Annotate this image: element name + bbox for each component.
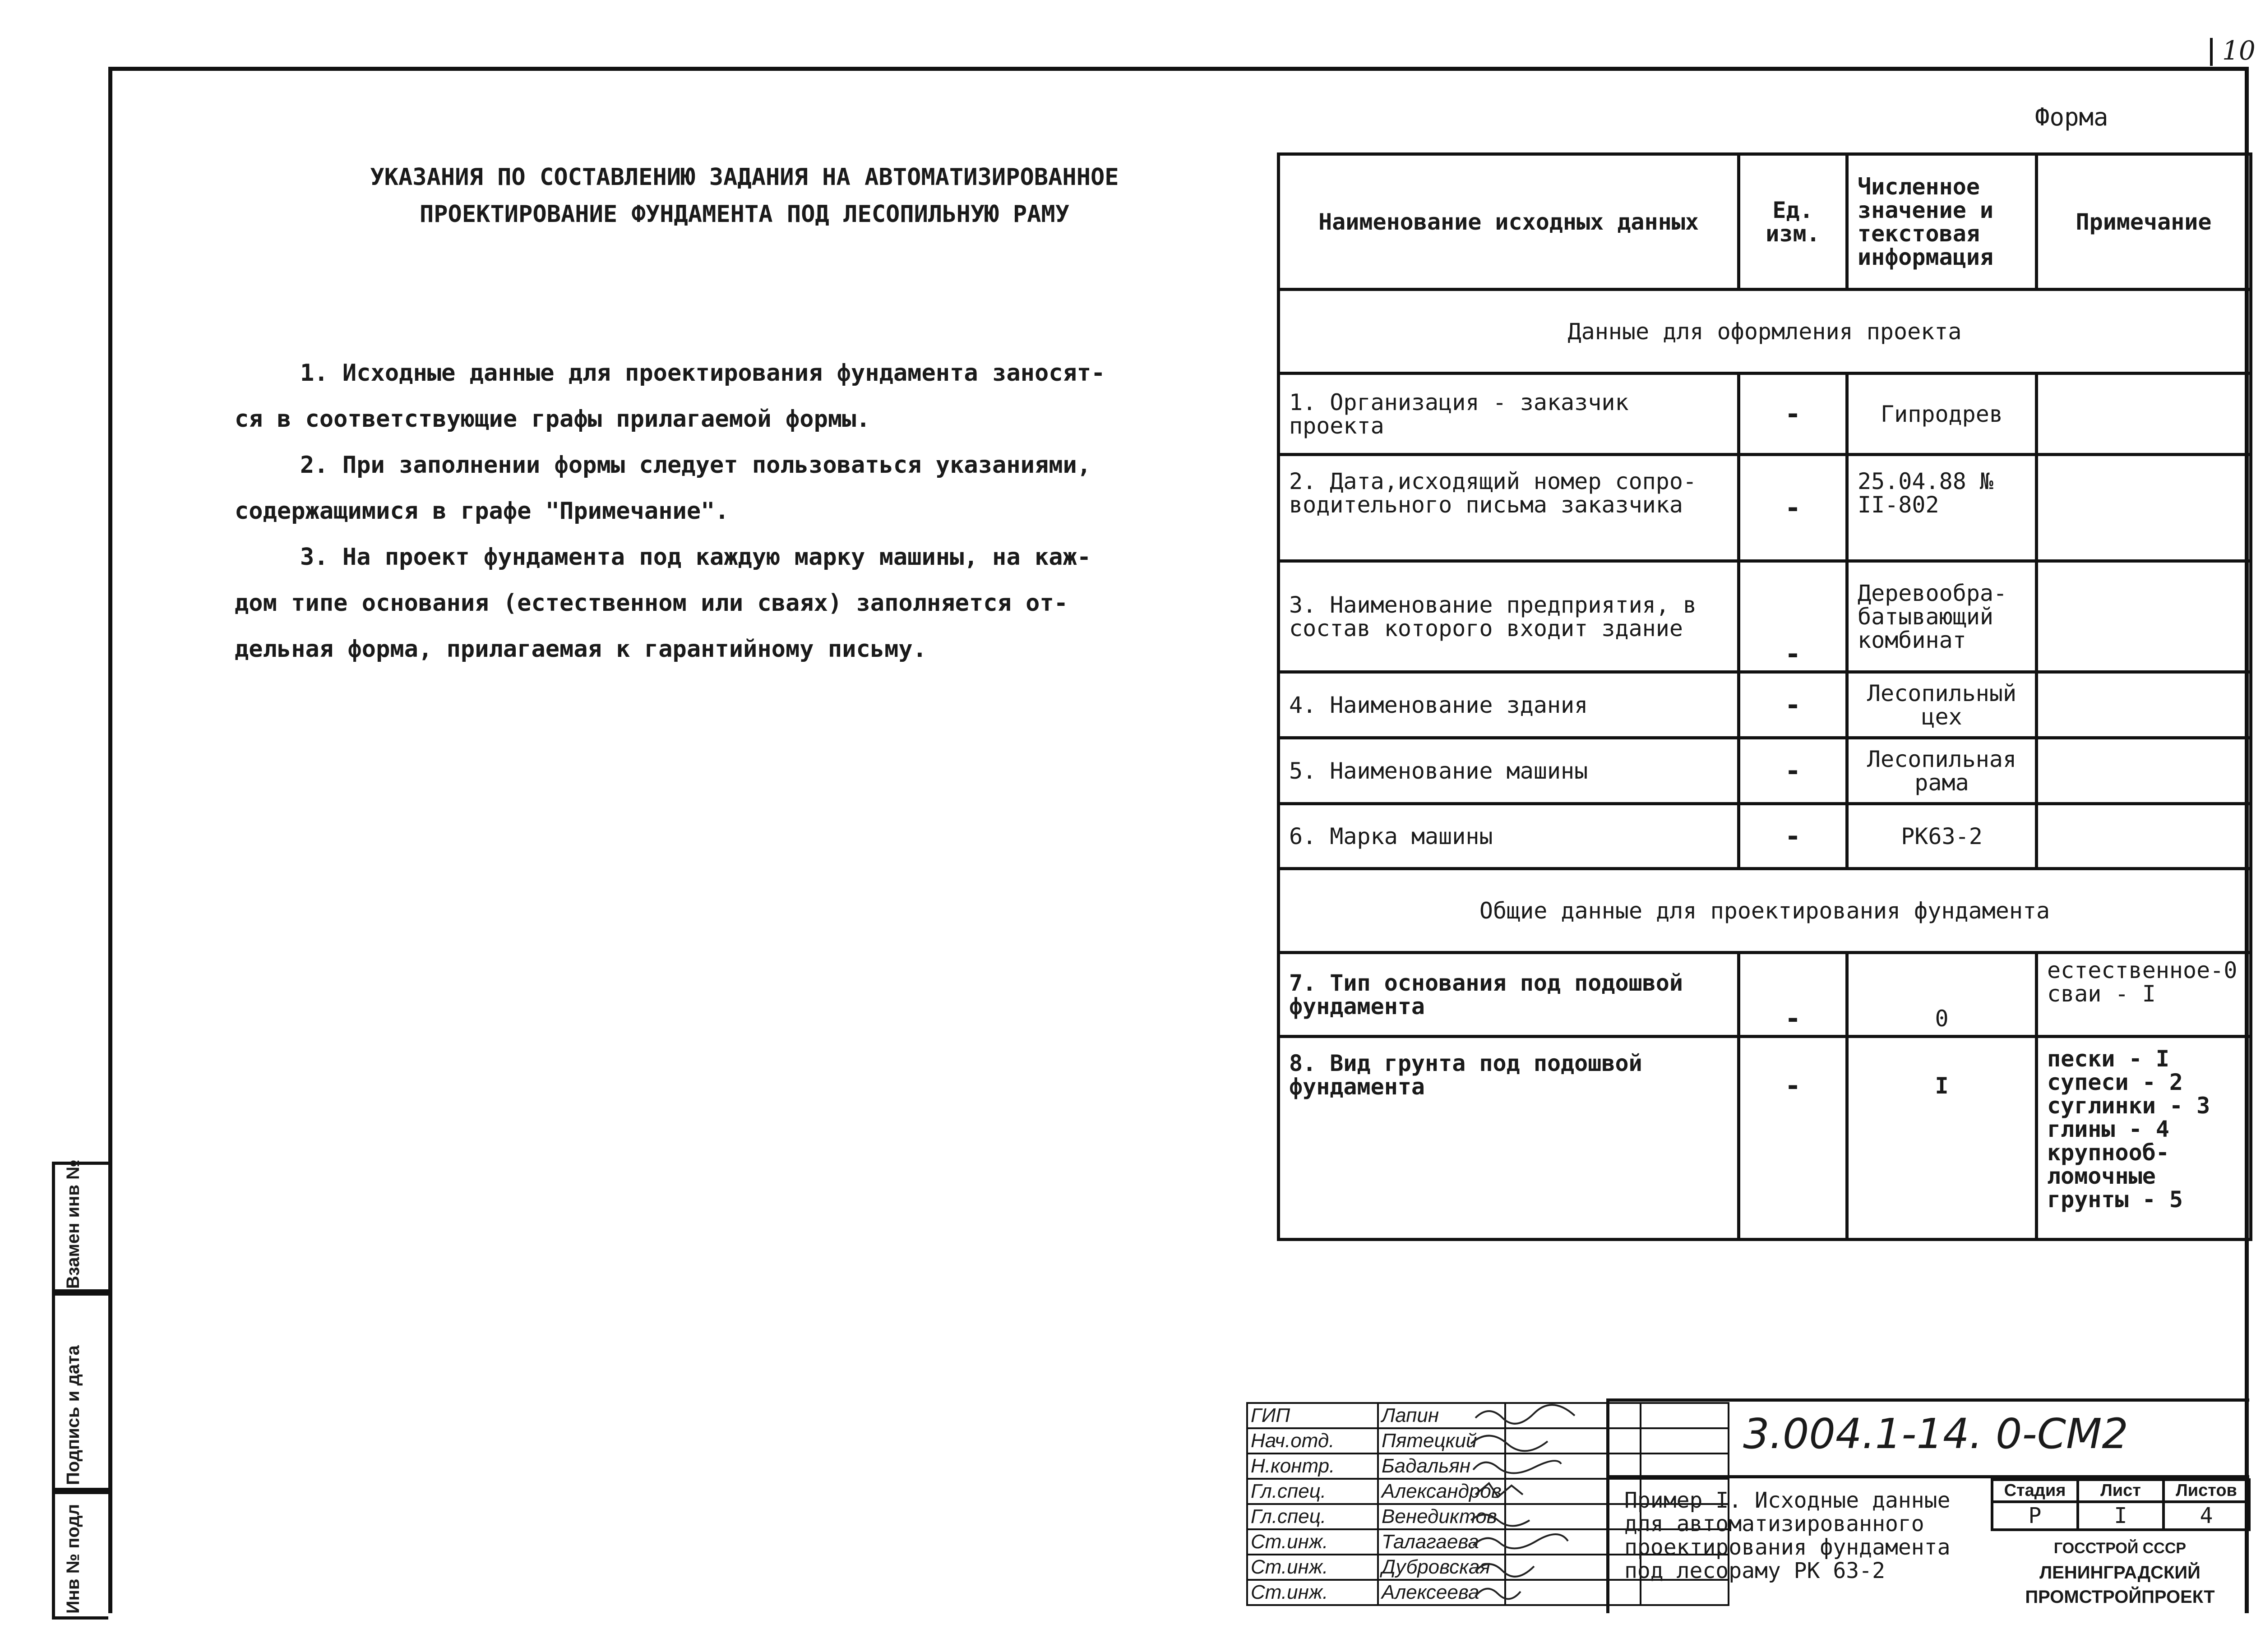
stage-label: Стадия: [1992, 1480, 2078, 1502]
instruction-2: 2. При заполнении формы следует пользоваться указаниями, содержащимися в графе "Примечание".: [235, 452, 1091, 525]
table-row: 6. Марка машины - РК63-2: [1279, 804, 2251, 869]
organization: [1991, 1536, 2249, 1609]
page-number: 10: [2222, 35, 2256, 66]
header-note: Примечание: [2037, 154, 2251, 290]
title-block-divider: [1606, 1475, 2249, 1478]
sheet-value: I: [2078, 1502, 2164, 1530]
header-value: Численное значение и текстовая информация: [1847, 154, 2037, 290]
stage-table: [1991, 1478, 2251, 1531]
signature-row: Ст.инж. Дубровская: [1247, 1555, 1729, 1580]
sheet-description: Пример I. Исходные данные для автоматизированного проектирования фундамента под лесораму РК 63-2: [1624, 1488, 1951, 1583]
table-row: 2. Дата,исходящий номер сопро-водительного письма заказчика - 25.04.88 № II-802: [1279, 455, 2251, 561]
table-row: 5. Наименование машины - Лесопильная рама: [1279, 738, 2251, 804]
table-row: 7. Тип основания под подошвой фундамента - 0 естественное-0 сваи - I: [1279, 953, 2251, 1037]
section-row: [1279, 869, 2251, 953]
org-line-1: ГОССТРОЙ СССР: [2053, 1540, 2187, 1557]
document-title: [316, 159, 1173, 233]
margin-cell-inventory: Инв № подл: [52, 1491, 108, 1620]
table-row: 8. Вид грунта под подошвой фундамента - I пески - I супеси - 2 суглинки - 3 глины - 4 крупнооб-ломочные грунты - 5: [1279, 1037, 2251, 1240]
table-row: 3. Наименование предприятия, в состав которого входит здание - Деревообра-батывающий комбинат: [1279, 561, 2251, 672]
title-line-1: УКАЗАНИЯ ПО СОСТАВЛЕНИЮ ЗАДАНИЯ НА АВТОМАТИЗИРОВАННОЕ: [370, 164, 1119, 191]
org-line-3: ПРОМСТРОЙПРОЕКТ: [2025, 1587, 2215, 1607]
signature-row: Нач.отд. Пятецкий: [1247, 1428, 1729, 1454]
instruction-3: 3. На проект фундамента под каждую марку машины, на каж- дом типе основания (естественном или сваях) заполняется от- дельная форма, прилагаемая к гарантийному письму.: [235, 544, 1091, 663]
margin-cell-replacement: Взамен инв №: [52, 1162, 108, 1292]
section-title: Общие данные для проектирования фундамента: [1279, 869, 2251, 953]
sheets-label: Листов: [2164, 1480, 2249, 1502]
header-unit: Ед. изм.: [1739, 154, 1847, 290]
header-name: Наименование исходных данных: [1279, 154, 1739, 290]
signature-row: Гл.спец. Венедиктов: [1247, 1504, 1729, 1529]
org-line-2: ЛЕНИНГРАДСКИЙ: [2039, 1563, 2201, 1583]
table-row: 1. Организация - заказчик проекта - Гипродрев: [1279, 374, 2251, 455]
input-data-table: [1277, 152, 2252, 1241]
section-title: Данные для оформления проекта: [1279, 290, 2251, 374]
signature-row: Гл.спец. Александров: [1247, 1479, 1729, 1504]
table-row: 4. Наименование здания - Лесопильный цех: [1279, 672, 2251, 738]
page-number-divider: [2210, 38, 2213, 66]
margin-cell-signature: Подпись и дата: [52, 1292, 108, 1491]
signature-row: Ст.инж. Алексеева: [1247, 1580, 1729, 1605]
instruction-1: 1. Исходные данные для проектирования фундамента заносят- ся в соответствующие графы прилагаемой формы.: [235, 360, 1105, 433]
document-code: 3.004.1-14. 0-СМ2: [1743, 1410, 2128, 1458]
section-row: [1279, 290, 2251, 374]
signature-row: ГИП Лапин: [1247, 1403, 1729, 1428]
table-header-row: [1279, 154, 2251, 290]
signature-row: Ст.инж. Талагаева: [1247, 1529, 1729, 1555]
signature-row: Н.контр. Бадальян: [1247, 1454, 1729, 1479]
stage-value: Р: [1992, 1502, 2078, 1530]
sheet-label: Лист: [2078, 1480, 2164, 1502]
title-line-2: ПРОЕКТИРОВАНИЕ ФУНДАМЕНТА ПОД ЛЕСОПИЛЬНУЮ РАМУ: [419, 201, 1070, 228]
signatures-scribbles: [1466, 1402, 1602, 1610]
form-label: Форма: [2035, 103, 2108, 131]
sheets-value: 4: [2164, 1502, 2249, 1530]
